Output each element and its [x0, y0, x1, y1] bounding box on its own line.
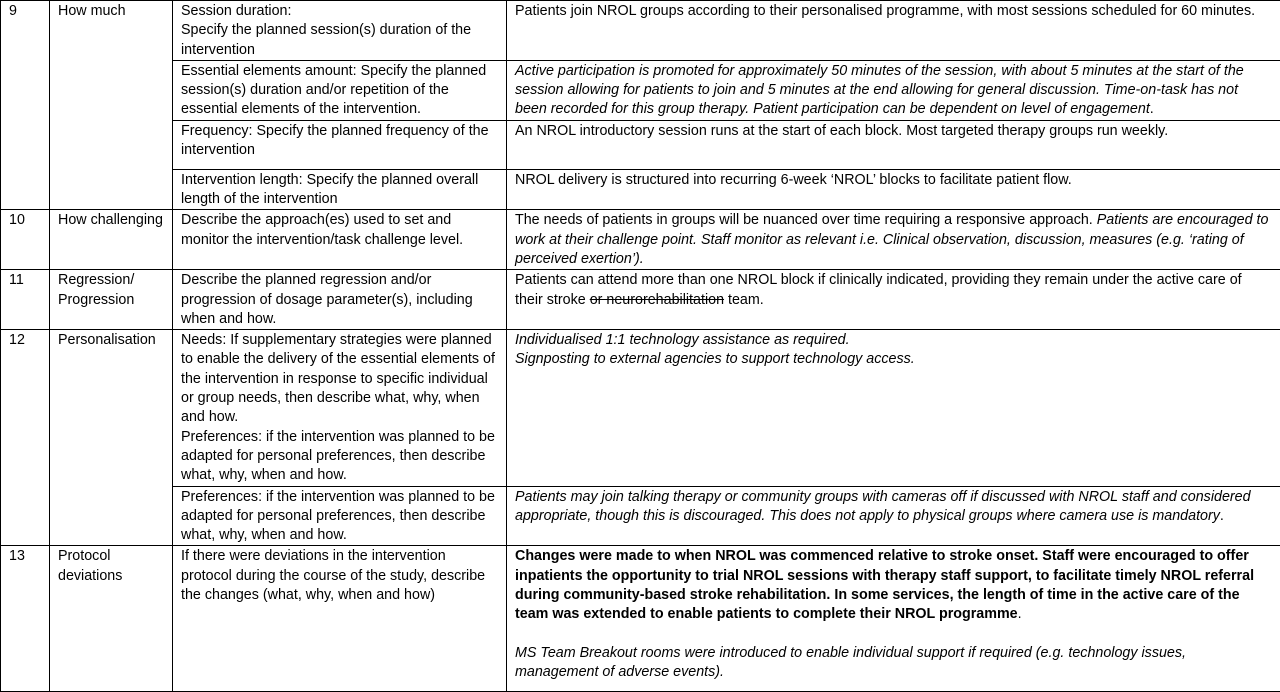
table-row-9 — [1, 1, 1280, 61]
item-label: Describe the planned regression and/or progression of dosage parameter(s), including when and how. — [173, 270, 507, 330]
item-label: Intervention length: Specify the planned overall length of the intervention — [173, 169, 507, 210]
table-row-11 — [1, 270, 1280, 330]
item-label: Preferences: if the intervention was planned to be adapted for personal preferences, then describe what, why, when and how. — [173, 486, 507, 546]
table-row-12 — [1, 330, 1280, 486]
item-name: How challenging — [50, 210, 173, 270]
table-subrow — [1, 120, 1280, 169]
table-subrow — [1, 486, 1280, 546]
item-number: 12 — [1, 330, 50, 546]
item-label: Needs: If supplementary strategies were planned to enable the delivery of the essential elements of the intervention in response to specific individual or group needs, then describe what, why, when and how. Preferences: if the intervention was planned to be adapted for personal preferences, then describe what, why, when and how. — [173, 330, 507, 486]
table-row-13 — [1, 546, 1280, 692]
item-name: Personalisation — [50, 330, 173, 546]
table-subrow — [1, 60, 1280, 120]
item-name: How much — [50, 1, 173, 210]
item-description: Patients may join talking therapy or community groups with cameras off if discussed with NROL staff and considered appropriate, though this is discouraged. This does not apply to physical groups where camera use is mandatory. — [507, 486, 1280, 546]
item-description: Changes were made to when NROL was commenced relative to stroke onset. Staff were encouraged to offer inpatients the opportunity to trial NROL sessions with therapy staff support, to facilitate timely NROL referral during community-based stroke rehabilitation. In some services, the length of time in the active care of the team was extended to enable patients to complete their NROL programme. MS Team Breakout rooms were introduced to enable individual support if required (e.g. technology issues, management of adverse events). — [507, 546, 1280, 692]
item-label: Describe the approach(es) used to set and monitor the intervention/task challenge level. — [173, 210, 507, 270]
item-number: 9 — [1, 1, 50, 210]
item-label: Essential elements amount: Specify the planned session(s) duration and/or repetition of the essential elements of the intervention. — [173, 60, 507, 120]
item-label: If there were deviations in the intervention protocol during the course of the study, describe the changes (what, why, when and how) — [173, 546, 507, 692]
item-label: Session duration: Specify the planned session(s) duration of the intervention — [173, 1, 507, 61]
item-description: Patients can attend more than one NROL block if clinically indicated, providing they remain under the active care of their stroke or neurorehabilitation team. — [507, 270, 1280, 330]
item-number: 10 — [1, 210, 50, 270]
item-description: The needs of patients in groups will be nuanced over time requiring a responsive approach. Patients are encouraged to work at their challenge point. Staff monitor as relevant i.e. Clinical observation, discussion, measures (e.g. ‘rating of perceived exertion’). — [507, 210, 1280, 270]
item-description: Patients join NROL groups according to their personalised programme, with most sessions scheduled for 60 minutes. — [507, 1, 1280, 61]
item-number: 13 — [1, 546, 50, 692]
item-label: Frequency: Specify the planned frequency of the intervention — [173, 120, 507, 169]
item-number: 11 — [1, 270, 50, 330]
table-row-10 — [1, 210, 1280, 270]
table-subrow — [1, 169, 1280, 210]
item-description: Individualised 1:1 technology assistance as required. Signposting to external agencies to support technology access. — [507, 330, 1280, 486]
item-name: Regression/ Progression — [50, 270, 173, 330]
item-name: Protocol deviations — [50, 546, 173, 692]
item-description: An NROL introductory session runs at the start of each block. Most targeted therapy groups run weekly. — [507, 120, 1280, 169]
item-description: NROL delivery is structured into recurring 6-week ‘NROL’ blocks to facilitate patient flow. — [507, 169, 1280, 210]
item-description: Active participation is promoted for approximately 50 minutes of the session, with about 5 minutes at the start of the session allowing for patients to join and 5 minutes at the end allowing for general discussion. Time-on-task has not been recorded for this group therapy. Patient participation can be dependent on level of engagement. — [507, 60, 1280, 120]
struck-text: or neurorehabilitation — [590, 292, 724, 308]
